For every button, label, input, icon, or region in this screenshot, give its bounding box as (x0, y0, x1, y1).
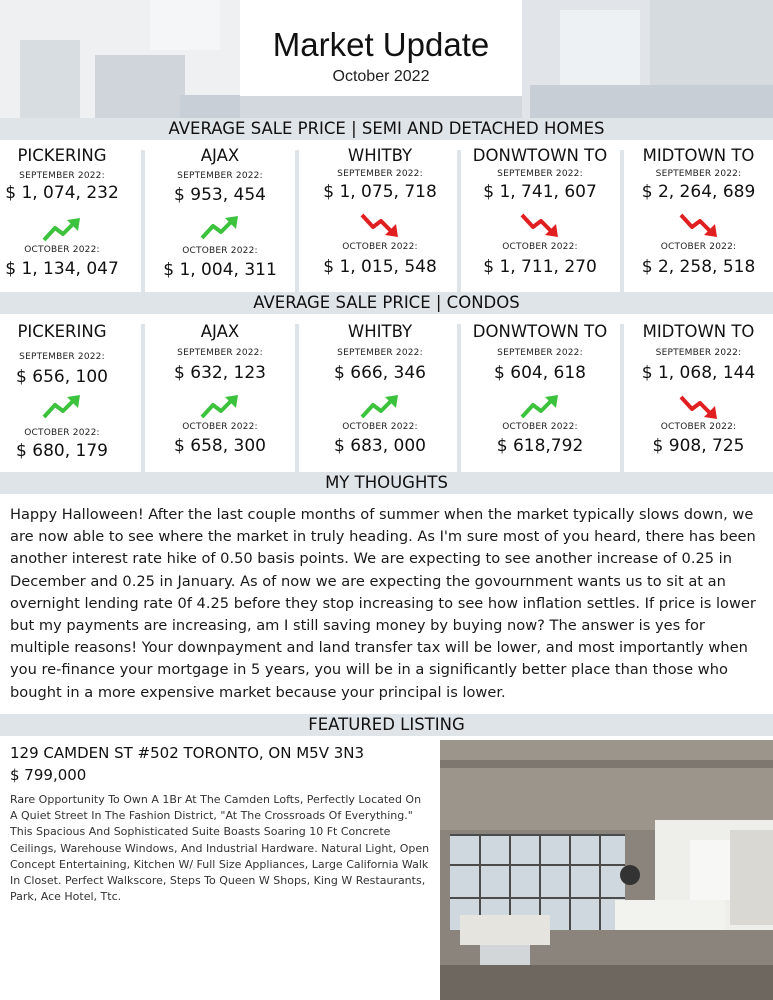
october-price: $ 683, 000 (334, 436, 426, 456)
september-price: $ 2, 264, 689 (641, 182, 756, 202)
september-price: $ 953, 454 (174, 185, 266, 205)
city-column-2 (145, 140, 295, 292)
trend-down-icon (678, 394, 720, 420)
september-label: SEPTEMBER 2022: (337, 169, 423, 179)
section-header-thoughts: MY THOUGHTS (0, 472, 773, 494)
october-label: OCTOBER 2022: (342, 422, 418, 432)
september-label: SEPTEMBER 2022: (19, 352, 105, 362)
october-price: $ 1, 711, 270 (483, 257, 597, 277)
september-price: $ 632, 123 (174, 363, 266, 383)
october-price: $ 1, 015, 548 (323, 257, 437, 277)
september-label: SEPTEMBER 2022: (19, 171, 105, 181)
thoughts-paragraph: Happy Halloween! After the last couple months of summer when the market typically slows down, we are now able to see where the market in truly heading. As I'm sure most of you heard, there has been another interest rate hike of 0.50 basis points. We are expecting to see another increase of 0.25 in December and 0.25 in January. As of now we are expecting the govournment wants us to sit at an overnight lending rate 0f 4.25 before they stop increasing to see how inflation settles. If price is lower but my payments are increasing, am I still saving money by buying now? The answer is yes for multiple reasons! Your downpayment and land transfer tax will be lower, and most importantly when you re-finance your mortgage in 5 years, you will be in a significantly better place than those who bought in a more expensive market because your principal is lower. (10, 506, 756, 701)
city-name: MIDTOWN TO (642, 322, 755, 341)
trend-up-icon (199, 394, 241, 420)
september-label: SEPTEMBER 2022: (497, 348, 583, 358)
trend-down-icon (519, 212, 561, 238)
trend-up-icon (41, 394, 83, 420)
city-name: PICKERING (17, 146, 107, 165)
city-column-4 (462, 314, 618, 472)
october-label: OCTOBER 2022: (342, 242, 418, 252)
page-title: Market Update (272, 26, 490, 63)
semi-prices-grid (0, 140, 773, 292)
october-label: OCTOBER 2022: (660, 422, 737, 432)
listing-description: Rare Opportunity To Own A 1Br At The Camden Lofts, Perfectly Located On A Quiet Street In The Fashion District, "At The Crossroads Of Everything." This Spacious And Sophisticated Suite Boasts Soaring 10 Ft Concrete Ceilings, Warehouse Windows, And Industrial Hardware. Natural Light, Open Concept Entertaining, Kitchen W/ Full Size Appliances, Large California Walk In Closet. Perfect Walkscore, Steps To Queen W Shops, King W Restaurants, Park, Ace Hotel, Ttc. (10, 793, 430, 904)
october-price: $ 908, 725 (652, 436, 745, 456)
october-price: $ 618,792 (496, 436, 584, 456)
trend-up-icon (199, 215, 241, 241)
september-label: SEPTEMBER 2022: (655, 169, 742, 179)
trend-up-icon (41, 217, 83, 243)
trend-down-icon (359, 212, 401, 238)
city-name: AJAX (200, 146, 240, 165)
october-label: OCTOBER 2022: (24, 245, 100, 255)
city-name: AJAX (200, 322, 240, 341)
september-label: SEPTEMBER 2022: (177, 348, 263, 358)
listing-price: $ 799,000 (10, 766, 87, 784)
city-column-2 (145, 314, 295, 472)
september-price: $ 1, 075, 718 (323, 182, 437, 202)
october-label: OCTOBER 2022: (182, 422, 258, 432)
september-label: SEPTEMBER 2022: (497, 169, 583, 179)
city-column-3 (300, 140, 460, 292)
condo-prices-grid (0, 314, 773, 472)
city-name: DONWTOWN TO (472, 146, 608, 165)
city-column-1 (0, 314, 124, 472)
october-label: OCTOBER 2022: (182, 246, 258, 256)
trend-down-icon (678, 212, 720, 238)
september-price: $ 666, 346 (334, 363, 426, 383)
city-column-3 (300, 314, 460, 472)
section-header-semi: AVERAGE SALE PRICE | SEMI AND DETACHED HOMES (0, 118, 773, 140)
page-subtitle: October 2022 (332, 68, 430, 85)
hero-banner (0, 0, 773, 118)
october-price: $ 2, 258, 518 (641, 257, 756, 277)
city-name: DONWTOWN TO (472, 322, 608, 341)
october-price: $ 1, 004, 311 (163, 260, 277, 280)
trend-up-icon (519, 394, 561, 420)
october-price: $ 680, 179 (16, 441, 108, 461)
city-column-4 (462, 140, 618, 292)
september-label: SEPTEMBER 2022: (177, 171, 263, 181)
september-label: SEPTEMBER 2022: (655, 348, 742, 358)
section-header-featured: FEATURED LISTING (0, 714, 773, 736)
city-column-1 (0, 140, 124, 292)
section-header-condos: AVERAGE SALE PRICE | CONDOS (0, 292, 773, 314)
september-price: $ 1, 068, 144 (641, 363, 756, 383)
october-price: $ 1, 134, 047 (5, 259, 119, 279)
city-name: PICKERING (17, 322, 107, 341)
city-name: WHITBY (347, 322, 413, 341)
title-box (240, 0, 522, 96)
city-name: WHITBY (347, 146, 413, 165)
column-divider (295, 150, 299, 292)
city-name: MIDTOWN TO (642, 146, 755, 165)
september-price: $ 1, 074, 232 (5, 183, 119, 203)
city-column-5 (624, 314, 773, 472)
october-label: OCTOBER 2022: (502, 422, 578, 432)
listing-address: 129 CAMDEN ST #502 TORONTO, ON M5V 3N3 (10, 744, 365, 762)
trend-up-icon (359, 394, 401, 420)
september-price: $ 1, 741, 607 (483, 182, 597, 202)
september-price: $ 604, 618 (494, 363, 586, 383)
september-label: SEPTEMBER 2022: (337, 348, 423, 358)
october-label: OCTOBER 2022: (502, 242, 578, 252)
listing-photo (440, 740, 773, 1000)
october-price: $ 658, 300 (174, 436, 266, 456)
september-price: $ 656, 100 (16, 367, 108, 387)
city-column-5 (624, 140, 773, 292)
october-label: OCTOBER 2022: (660, 242, 737, 252)
october-label: OCTOBER 2022: (24, 428, 100, 438)
column-divider (295, 324, 299, 472)
